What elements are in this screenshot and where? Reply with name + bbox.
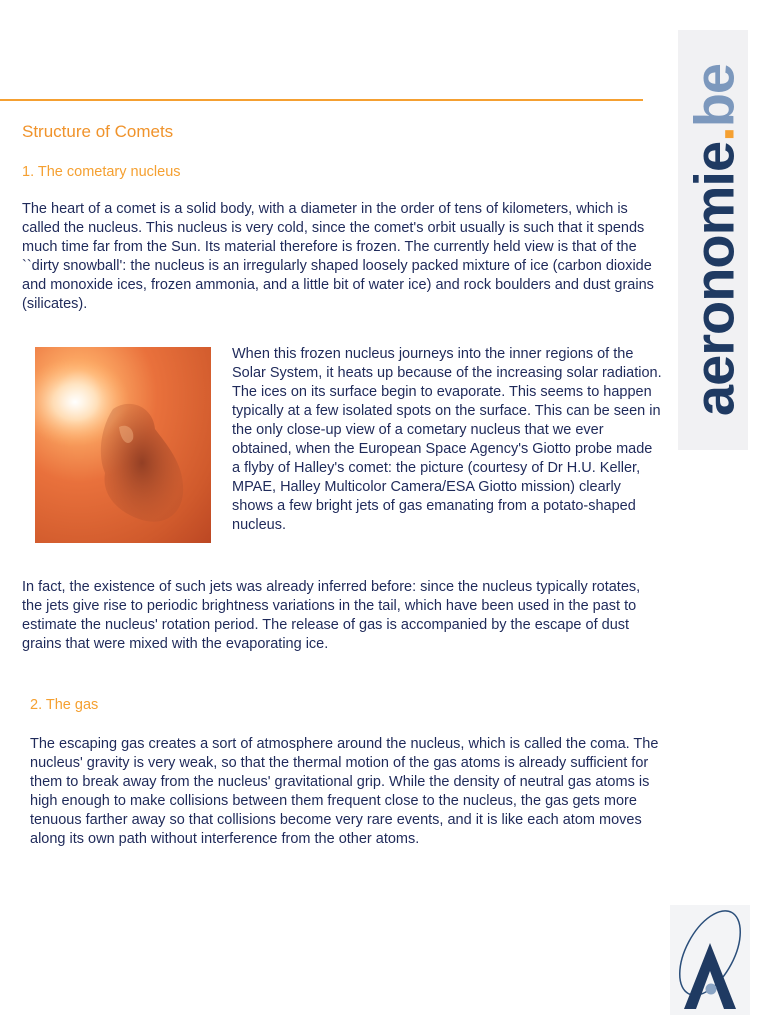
- page-title: Structure of Comets: [22, 122, 174, 141]
- section-heading-nucleus: 1. The cometary nucleus: [22, 164, 181, 180]
- paragraph-nucleus-intro: The heart of a comet is a solid body, with a diameter in the order of tens of kilometers, which is called the nucleus. This nucleus is very cold, since the comet's orbit usually is such that it spends much time far from the Sun. Its material therefore is frozen. The currently held view is that of the ``dirty snowball': the nucleus is an irregularly shaped loosely packed mixture of ice (carbon dioxide and monoxide ices, frozen ammonia, and a little bit of water ice) and rock boulders and dust grains (silicates).: [22, 201, 654, 312]
- aeronomie-emblem-panel: [670, 905, 750, 1015]
- aeronomie-logo[interactable]: [682, 64, 747, 416]
- logo-dot: .: [682, 127, 746, 142]
- paragraph-coma: The escaping gas creates a sort of atmosphere around the nucleus, which is called the coma. The nucleus' gravity is very weak, so that the thermal motion of the gas atoms is already sufficient for them to break away from the nucleus' gravitational grip. While the density of neutral gas atoms is high enough to make collisions between them frequent close to the nucleus, the gas gets more tenuous farther away so that collisions become very rare events, and it is like each atom moves along its own path without interference from the other atoms.: [30, 736, 659, 847]
- header-rule: [0, 99, 643, 101]
- logo-tld: be: [682, 63, 746, 128]
- paragraph-jets: In fact, the existence of such jets was already inferred before: since the nucleus typically rotates, the jets give rise to periodic brightness variations in the tail, which have been used in the past to estimate the nucleus' rotation period. The release of gas is accompanied by the escape of dust grains that were mixed with the evaporating ice.: [22, 579, 641, 652]
- section-heading-gas: 2. The gas: [30, 697, 99, 713]
- halley-nucleus-photo: [35, 347, 211, 543]
- logo-name: aeronomie: [682, 141, 746, 417]
- aeronomie-emblem-icon: [670, 905, 750, 1015]
- paragraph-giotto-flyby: When this frozen nucleus journeys into the inner regions of the Solar System, it heats up because of the increasing solar radiation. The ices on its surface begin to evaporate. This seems to happen typically at a few isolated spots on the surface. This can be seen in the only close-up view of a cometary nucleus that we ever obtained, when the European Space Agency's Giotto probe made a flyby of Halley's comet: the picture (courtesy of Dr H.U. Keller, MPAE, Halley Multicolor Camera/ESA Giotto mission) clearly shows a few bright jets of gas emanating from a potato-shaped nucleus.: [232, 346, 662, 533]
